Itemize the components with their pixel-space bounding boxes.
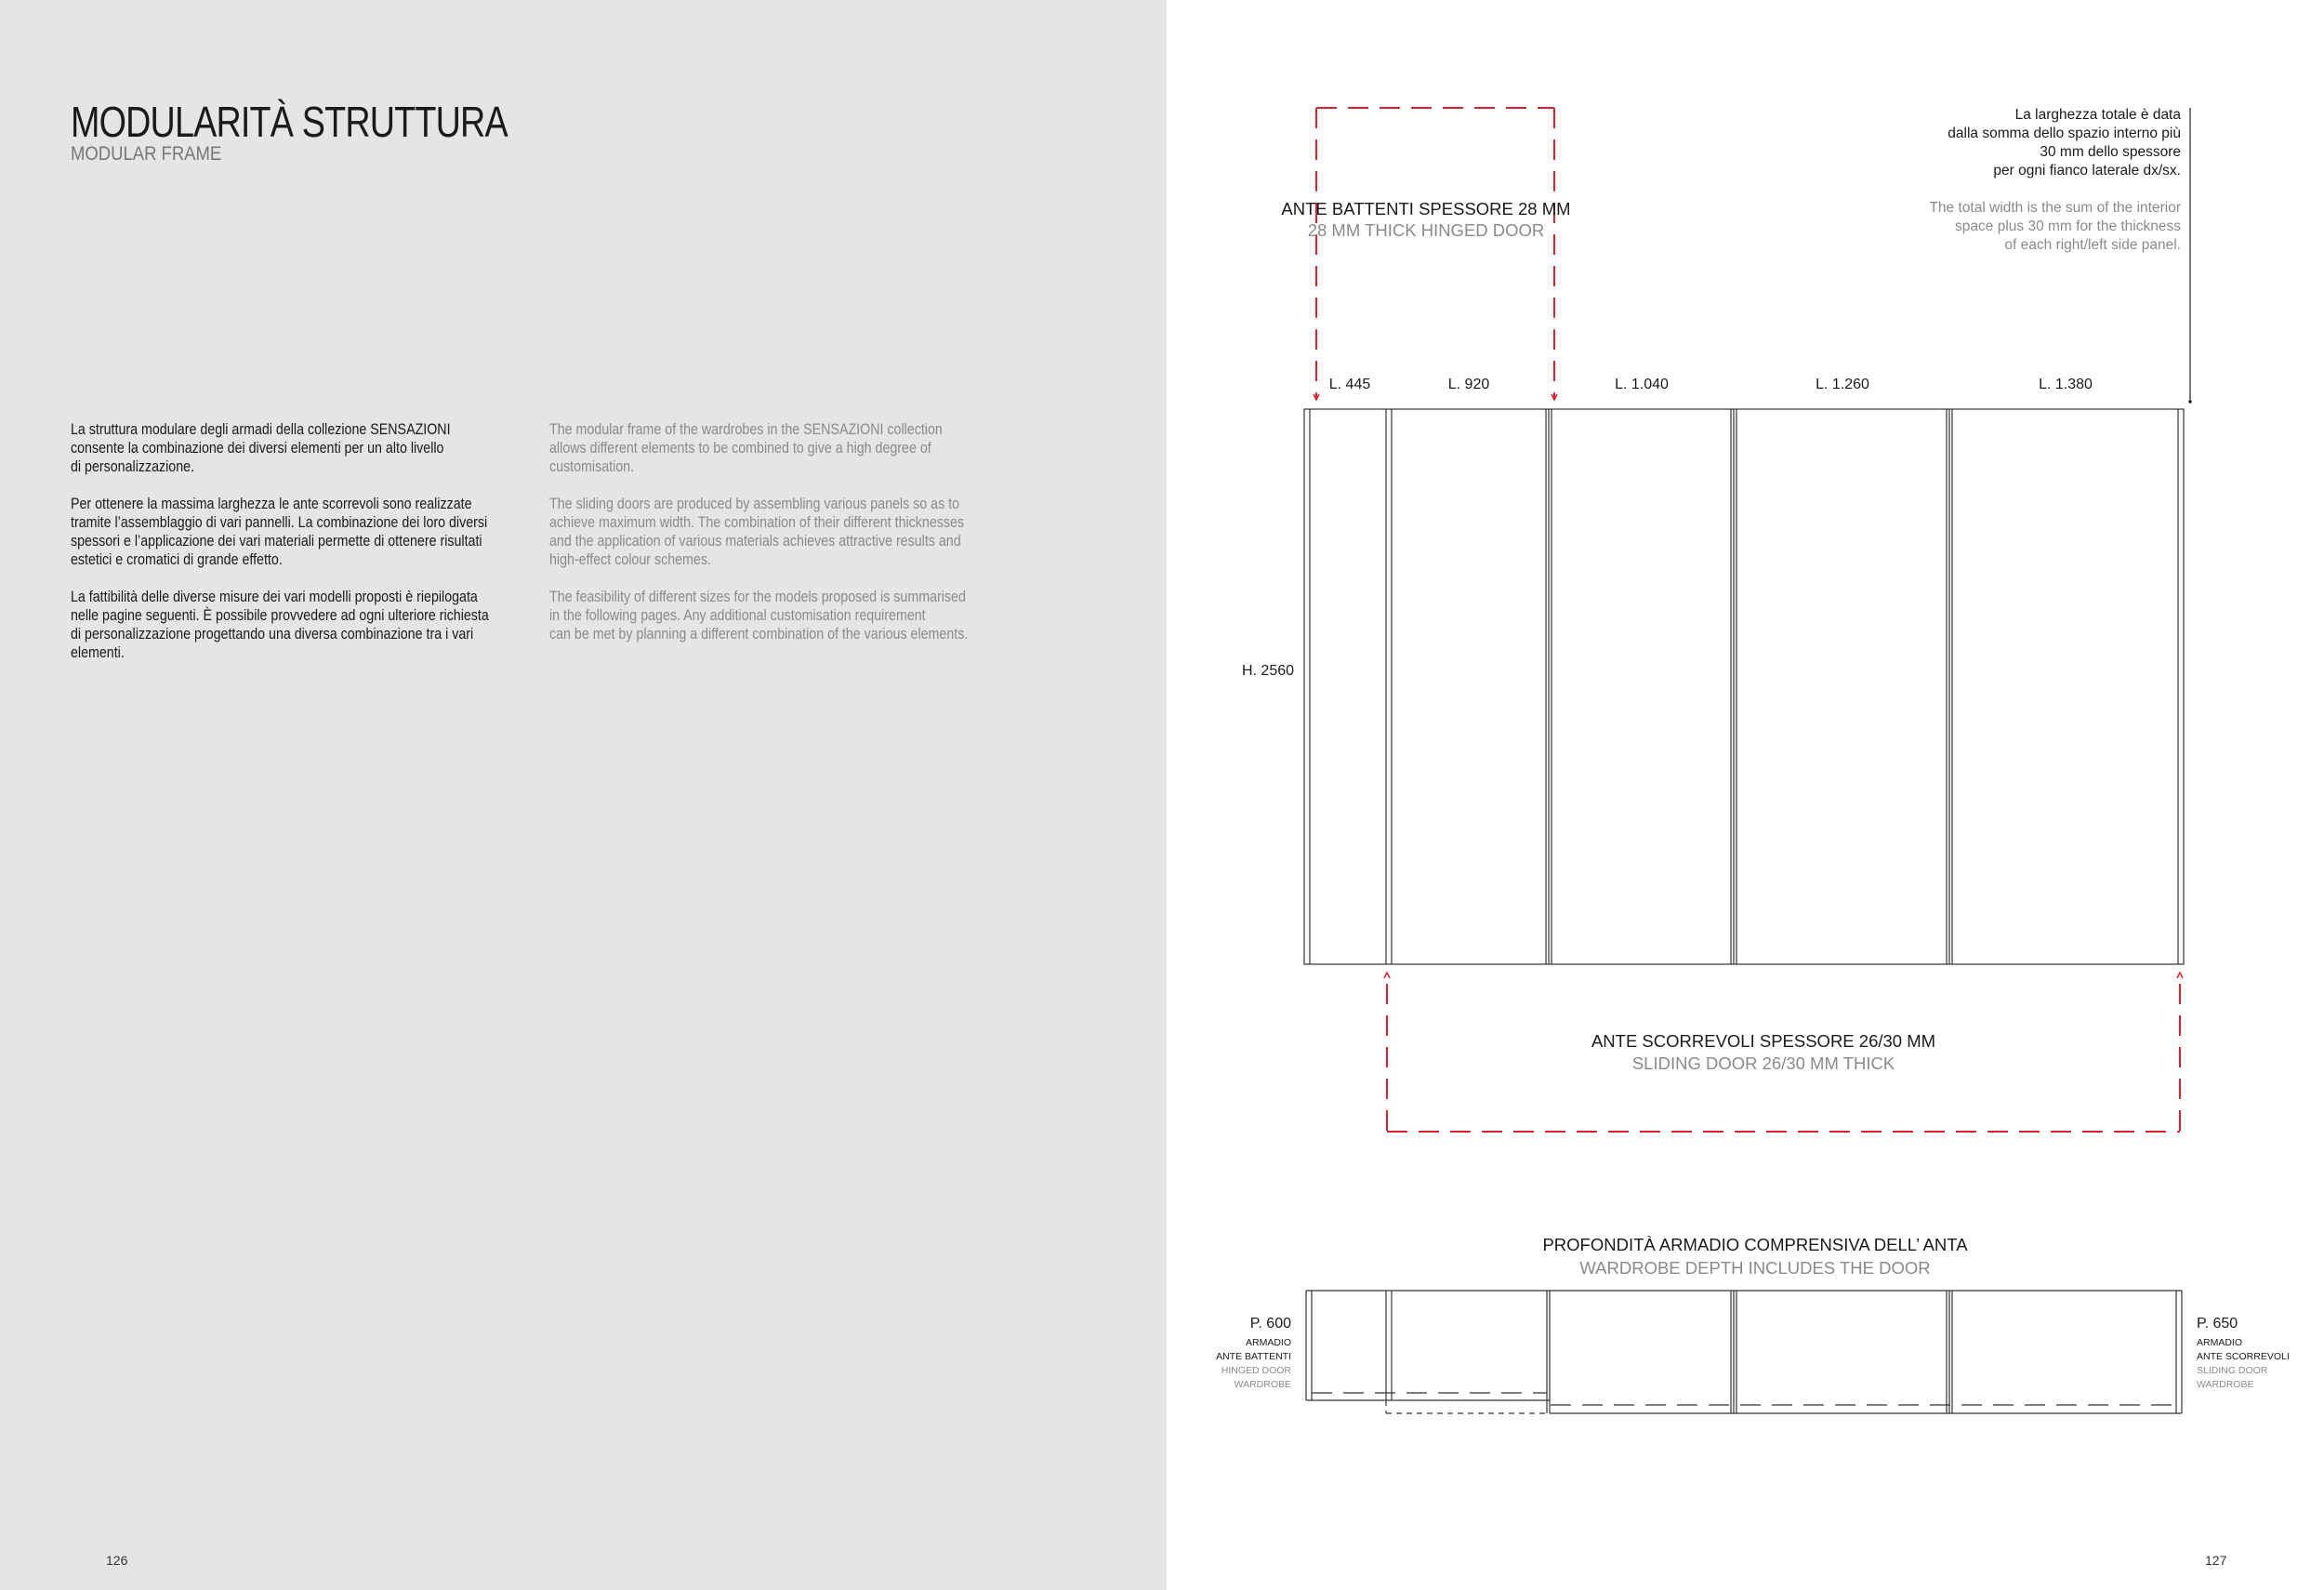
depth-left-it2: ANTE BATTENTI [1216,1351,1291,1362]
door-position-dashes [1312,1393,2176,1405]
note-en-line: of each right/left side panel. [2004,237,2181,253]
note-en-line: space plus 30 mm for the thickness [1955,219,2181,234]
note-en-line: The total width is the sum of the interior [1929,200,2181,216]
sliding-door-label-en: SLIDING DOOR 26/30 MM THICK [1631,1053,1895,1073]
italian-paragraph: Per ottenere la massima larghezza le ante scorrevoli sono realizzate tramite l’assemblaggio di vari pannelli. La combinazione dei loro diversi spessori e l’applicazione dei vari materiali permette di ottenere risultati estetici e cromatici di grande effetto. [71,496,488,568]
sliding-door-outline-dashes [1386,1400,1550,1413]
depth-right-it2: ANTE SCORREVOLI [2197,1351,2290,1362]
width-label: L. 445 [1328,377,1371,392]
depth-title-en: WARDROBE DEPTH INCLUDES THE DOOR [1579,1258,1931,1278]
note-it-line: per ogni fianco laterale dx/sx. [1993,163,2181,179]
hinged-door-label-it: ANTE BATTENTI SPESSORE 28 MM [1281,199,1571,219]
depth-title-it: PROFONDITÀ ARMADIO COMPRENSIVA DELL’ ANTA [1542,1235,1968,1254]
wardrobe-outline [1304,409,2184,964]
english-paragraph: The sliding doors are produced by assembling various panels so as to achieve maximum width. The combination of their different thicknesses and the application of various materials achieves attractive results and high-effect colour schemes. [549,496,965,568]
page-subtitle: MODULAR FRAME [71,143,222,165]
hinged-arrow-marks [1314,394,1557,400]
page-title: MODULARITÀ STRUTTURA [71,98,508,146]
wardrobe-plan-view [1306,1291,2182,1413]
total-width-note [1929,107,2181,253]
italian-paragraph: La fattibilità delle diverse misure dei vari modelli proposti è riepilogata nelle pagine seguenti. È possibile provvedere ad ogni ulteriore richiesta di personalizzazione progettando una diversa combinazione tra i vari elementi. [71,589,489,661]
depth-right-it1: ARMADIO [2197,1337,2243,1348]
english-paragraph: The modular frame of the wardrobes in the SENSAZIONI collection allows different elements to be combined to give a high degree of customisation. [549,421,943,475]
depth-left-value: P. 600 [1249,1316,1291,1332]
width-labels [1329,377,2093,392]
depth-right-en1: SLIDING DOOR [2197,1365,2268,1376]
depth-right-label [2197,1316,2290,1390]
italian-paragraph: La struttura modulare degli armadi della collezione SENSAZIONI consente la combinazione dei diversi elementi per un alto livello di personalizzazione. [71,421,451,475]
depth-right-en2: WARDROBE [2197,1379,2254,1390]
depth-left-en1: HINGED DOOR [1221,1365,1291,1376]
english-paragraph: The feasibility of different sizes for the models proposed is summarised in the following pages. Any additional customisation requirement can be met by planning a different combination of the various elements. [549,589,969,643]
wardrobe-front-elevation [1304,409,2184,964]
depth-left-label [1216,1316,1291,1390]
depth-left-it1: ARMADIO [1245,1337,1291,1348]
sliding-arrow-marks [1384,973,2183,978]
height-label: H. 2560 [1241,663,1295,679]
width-label: L. 1.040 [1615,377,1669,392]
depth-right-value: P. 650 [2197,1316,2238,1332]
width-label: L. 1.260 [1816,377,1869,392]
sliding-door-label-it: ANTE SCORREVOLI SPESSORE 26/30 MM [1591,1031,1936,1051]
hinged-door-dashed-box [1316,108,1554,398]
note-it-line: dalla somma dello spazio interno più [1948,126,2181,141]
depth-left-en2: WARDROBE [1234,1379,1291,1390]
hinged-door-label-en: 28 MM THICK HINGED DOOR [1307,220,1545,240]
page-number-left: 126 [106,1553,128,1568]
note-it-line: La larghezza totale è data [2014,107,2181,123]
width-label: L. 920 [1447,377,1490,392]
width-label: L. 1.380 [2039,377,2093,392]
indicator-dot [2188,400,2192,404]
page-number-right: 127 [2205,1553,2227,1568]
note-it-line: 30 mm dello spessore [2040,144,2181,160]
